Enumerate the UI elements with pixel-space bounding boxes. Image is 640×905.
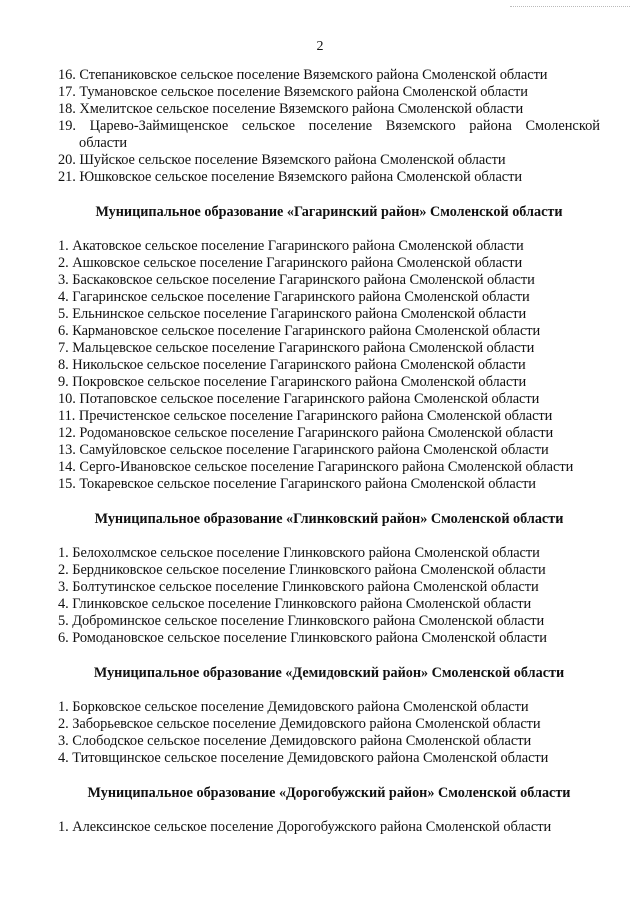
scan-artifact [510, 6, 630, 8]
section-heading: Муниципальное образование «Глинковский район» Смоленской области [94, 511, 564, 527]
list-item: 1. Белохолмское сельское поселение Глинковского района Смоленской области [58, 545, 540, 561]
list-item: 12. Родомановское сельское поселение Гагаринского района Смоленской области [58, 425, 554, 441]
section-list [58, 819, 600, 836]
list-item: 3. Болтутинское сельское поселение Глинковского района Смоленской области [58, 579, 539, 595]
page-number: 2 [316, 39, 324, 54]
list-item: 16. Степаниковское сельское поселение Вяземского района Смоленской области [58, 67, 548, 83]
section-list [58, 238, 600, 493]
list-item: 13. Самуйловское сельское поселение Гагаринского района Смоленской области [58, 442, 549, 458]
list-item: 5. Доброминское сельское поселение Глинковского района Смоленской области [58, 613, 545, 629]
list-item: 11. Пречистенское сельское поселение Гагаринского района Смоленской области [58, 408, 553, 424]
list-item: 9. Покровское сельское поселение Гагаринского района Смоленской области [58, 374, 527, 390]
list-item: 2. Заборьевское сельское поселение Демидовского района Смоленской области [58, 716, 541, 732]
list-item-first-line: 19. Царево-Займищенское сельское поселение Вяземского района Смоленской [58, 118, 600, 134]
list-item: 2. Ашковское сельское поселение Гагаринского района Смоленской области [58, 255, 523, 271]
section-heading: Муниципальное образование «Дорогобужский район» Смоленской области [87, 785, 571, 801]
list-item: 3. Баскаковское сельское поселение Гагаринского района Смоленской области [58, 272, 535, 288]
list-item: 18. Хмелитское сельское поселение Вяземского района Смоленской области [58, 101, 524, 117]
list-item: 15. Токаревское сельское поселение Гагаринского района Смоленской области [58, 476, 536, 492]
list-item: 1. Алексинское сельское поселение Дорогобужского района Смоленской области [58, 819, 552, 835]
list-item: 3. Слободское сельское поселение Демидовского района Смоленской области [58, 733, 532, 749]
list-item: 6. Ромодановское сельское поселение Глинковского района Смоленской области [58, 630, 547, 646]
list-item: 2. Бердниковское сельское поселение Глинковского района Смоленской области [58, 562, 546, 578]
list-item-continuation: области [79, 135, 128, 151]
list-item: 4. Глинковское сельское поселение Глинковского района Смоленской области [58, 596, 532, 612]
list-item: 20. Шуйское сельское поселение Вяземского района Смоленской области [58, 152, 506, 168]
section-heading: Муниципальное образование «Демидовский район» Смоленской области [93, 665, 565, 681]
list-item: 7. Мальцевское сельское поселение Гагаринского района Смоленской области [58, 340, 535, 356]
section-list [58, 699, 600, 767]
list-item: 8. Никольское сельское поселение Гагаринского района Смоленской области [58, 357, 526, 373]
list-item: 4. Гагаринское сельское поселение Гагаринского района Смоленской области [58, 289, 530, 305]
list-item: 4. Титовщинское сельское поселение Демидовского района Смоленской области [58, 750, 549, 766]
list-item: 21. Юшковское сельское поселение Вяземского района Смоленской области [58, 169, 523, 185]
sections-container [58, 186, 600, 836]
list-item: 14. Серго-Ивановское сельское поселение Гагаринского района Смоленской области [58, 459, 574, 475]
document-body [58, 67, 600, 836]
section-heading: Муниципальное образование «Гагаринский район» Смоленской области [95, 204, 563, 220]
list-item: 5. Ельнинское сельское поселение Гагаринского района Смоленской области [58, 306, 527, 322]
list-item: 6. Кармановское сельское поселение Гагаринского района Смоленской области [58, 323, 541, 339]
list-item: 10. Потаповское сельское поселение Гагаринского района Смоленской области [58, 391, 540, 407]
list-item: 1. Акатовское сельское поселение Гагаринского района Смоленской области [58, 238, 524, 254]
list-item: 17. Тумановское сельское поселение Вяземского района Смоленской области [58, 84, 528, 100]
list-item: 1. Борковское сельское поселение Демидовского района Смоленской области [58, 699, 529, 715]
section-list [58, 545, 600, 647]
intro-list [58, 67, 600, 186]
list-item-wrapped [58, 118, 600, 152]
